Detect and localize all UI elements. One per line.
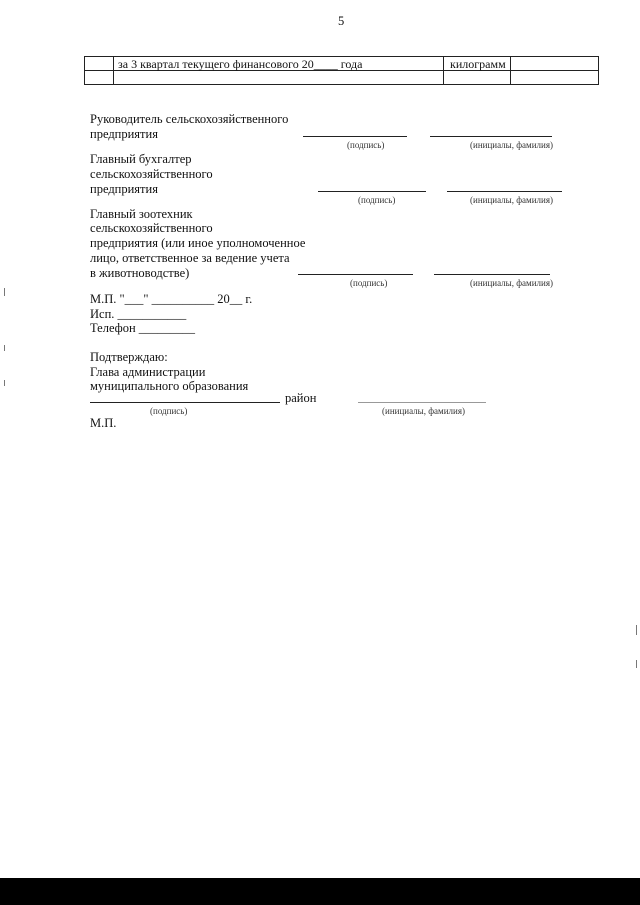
accountant-title-line3: предприятия bbox=[90, 182, 158, 196]
approval-initials-line bbox=[358, 402, 486, 403]
zootech-signature-caption: (подпись) bbox=[350, 278, 388, 288]
scan-speck bbox=[4, 380, 5, 386]
accountant-initials-line bbox=[447, 191, 562, 192]
zootech-title-line4: лицо, ответственное за ведение учета bbox=[90, 251, 290, 265]
approval-title-line1: Глава администрации bbox=[90, 365, 206, 379]
head-signature-line bbox=[303, 136, 407, 137]
head-title-line1: Руководитель сельскохозяйственного bbox=[90, 112, 289, 126]
zootech-title-line5: в животноводстве) bbox=[90, 266, 190, 280]
phone-field: Телефон _________ bbox=[90, 321, 196, 335]
approval-initials-caption: (инициалы, фамилия) bbox=[382, 406, 465, 416]
table-period-cell: за 3 квартал текущего финансового 20____ года bbox=[118, 57, 363, 71]
approval-confirm: Подтверждаю: bbox=[90, 350, 168, 364]
head-signature-caption: (подпись) bbox=[347, 140, 385, 150]
scan-speck bbox=[636, 625, 637, 635]
head-initials-caption: (инициалы, фамилия) bbox=[470, 140, 553, 150]
approval-signature-caption: (подпись) bbox=[150, 406, 188, 416]
approval-title-line2: муниципального образования bbox=[90, 379, 249, 393]
zootech-initials-line bbox=[434, 274, 550, 275]
approval-mp: М.П. bbox=[90, 416, 117, 430]
accountant-title-line2: сельскохозяйственного bbox=[90, 167, 213, 181]
scan-bottom-edge bbox=[0, 878, 640, 905]
executor-field: Исп. ___________ bbox=[90, 307, 187, 321]
zootech-title-line2: сельскохозяйственного bbox=[90, 221, 213, 235]
scan-speck bbox=[4, 288, 5, 296]
approval-district: район bbox=[285, 391, 317, 405]
accountant-title-line1: Главный бухгалтер bbox=[90, 152, 192, 166]
accountant-signature-line bbox=[318, 191, 426, 192]
zootech-title-line1: Главный зоотехник bbox=[90, 207, 193, 221]
accountant-initials-caption: (инициалы, фамилия) bbox=[470, 195, 553, 205]
scan-speck bbox=[636, 660, 637, 668]
head-initials-line bbox=[430, 136, 552, 137]
scan-speck bbox=[4, 345, 5, 351]
approval-signature-line bbox=[90, 402, 280, 403]
accountant-signature-caption: (подпись) bbox=[358, 195, 396, 205]
zootech-title-line3: предприятия (или иное уполномоченное bbox=[90, 236, 306, 250]
head-title-line2: предприятия bbox=[90, 127, 158, 141]
page-number: 5 bbox=[338, 14, 345, 28]
stamp-date: М.П. "___" __________ 20__ г. bbox=[90, 292, 253, 306]
zootech-signature-line bbox=[298, 274, 413, 275]
table-unit-cell: килограмм bbox=[450, 57, 506, 71]
zootech-initials-caption: (инициалы, фамилия) bbox=[470, 278, 553, 288]
